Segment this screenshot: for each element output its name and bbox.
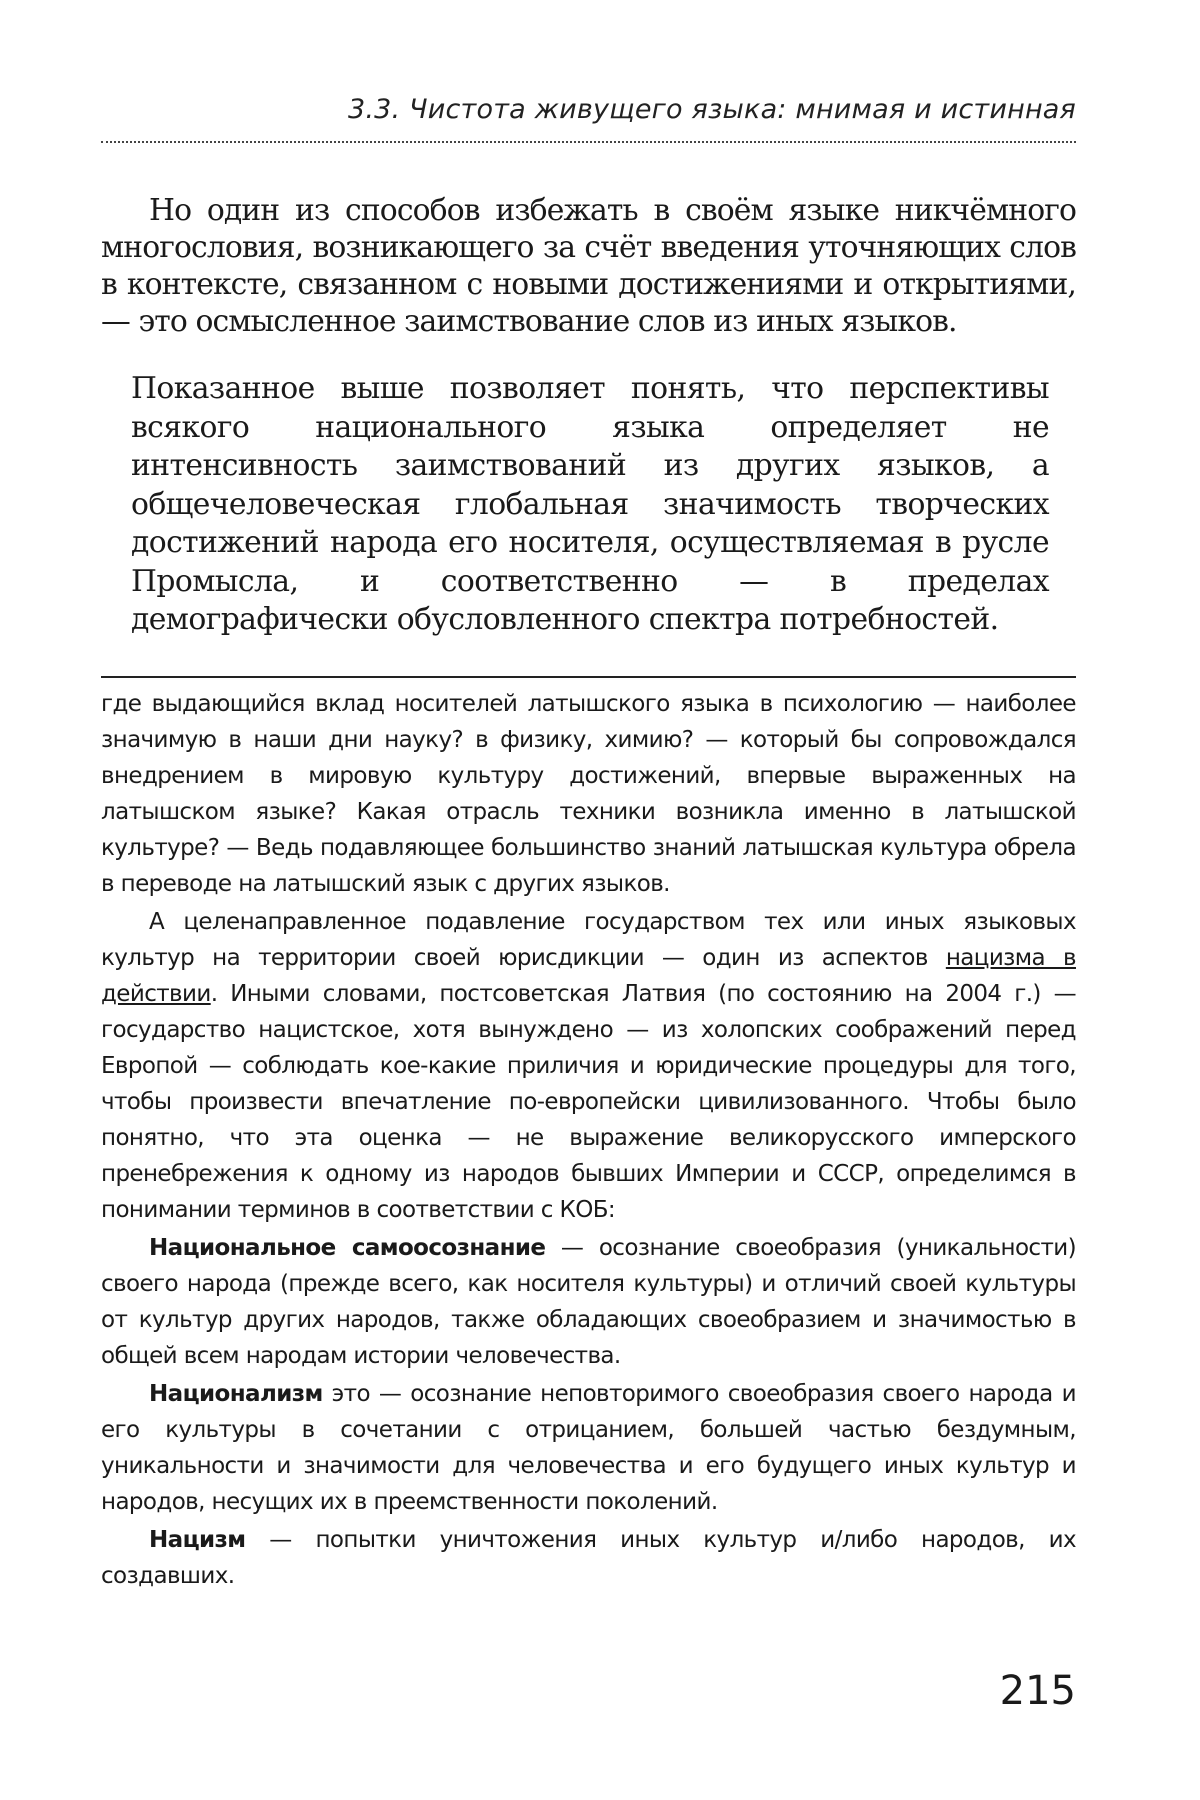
main-paragraph-1: Но один из способов избежать в своём языке никчёмного многословия, возникающего за счёт введения уточняющих слов в контексте, связанном с новыми достижениями и открытиями, — это осмысленное заимствование слов из иных языков.: [101, 193, 1076, 339]
footnote-p2-text-end: . Иными словами, постсоветская Латвия (по состоянию на 2004 г.) — государство нацистское, хотя вынуждено — из холопских соображений перед Европой — соблюдать кое-какие приличия и юридические процедуры для того, чтобы произвести впечатление по-европейски цивилизованного. Чтобы было понятно, что эта оценка — не выражение великорусского имперского пренебрежения к одному из народов бывших Империи и СССР, определимся в понимании терминов в соответствии с КОБ:: [101, 981, 1076, 1223]
definition-text: — попытки уничтожения иных культур и/либо народов, их создавших.: [101, 1527, 1076, 1589]
definition-term: Национализм: [149, 1381, 323, 1407]
footnote-paragraph-2: [101, 904, 1076, 1228]
main-paragraph-1-block: [101, 192, 1076, 340]
definition-self-awareness: [101, 1230, 1076, 1374]
definition-term: Национальное самоосознание: [149, 1235, 546, 1261]
definition-text: это — осознание неповторимого своеобразия своего народа и его культуры в сочетании с отрицанием, большей частью бездумным, уникальности и значимости для человечества и его будущего иных культур и народов, несущих их в преемственности поколений.: [101, 1381, 1076, 1515]
book-page: [101, 0, 1076, 1800]
header-dotted-rule: [101, 141, 1076, 143]
main-paragraph-2-block: [131, 370, 1049, 640]
definition-term: Нацизм: [149, 1527, 246, 1553]
footnote-separator: [101, 676, 1076, 678]
main-paragraph-2: Показанное выше позволяет понять, что перспективы всякого национального языка определяет не интенсивность заимствований из других языков, а общечеловеческая глобальная значимость творческих достижений народа его носителя, осуществляемая в русле Промысла, и соответственно — в пределах демографически обусловленного спектра потребностей.: [131, 371, 1049, 637]
footnote-block: [101, 686, 1076, 1594]
definition-nationalism: [101, 1376, 1076, 1520]
running-head: 3.3. Чистота живущего языка: мнимая и истинная: [347, 94, 1076, 125]
definition-text: — осознание своеобразия (уникальности) своего народа (прежде всего, как носителя культуры) и отличий своей культуры от культур других народов, также обладающих своеобразием и значимостью в общей всем народам истории человечества.: [101, 1235, 1076, 1369]
page-number: 215: [999, 1668, 1076, 1714]
footnote-p2-text-start: А целенаправленное подавление государством тех или иных языковых культур на территории своей юрисдикции — один из аспектов: [101, 909, 1076, 971]
underlined-phrase: нацизма в действии: [101, 945, 1076, 1007]
footnote-paragraph-1: где выдающийся вклад носителей латышского языка в психологию — наиболее значимую в наши дни науку? в физику, химию? — который бы сопровождался внедрением в мировую культуру достижений, впервые выраженных на латышском языке? Какая отрасль техники возникла именно в латышской культуре? — Ведь подавляющее большинство знаний латышская культура обрела в переводе на латышский язык с других языков.: [101, 691, 1076, 897]
definition-nazism: [101, 1522, 1076, 1594]
